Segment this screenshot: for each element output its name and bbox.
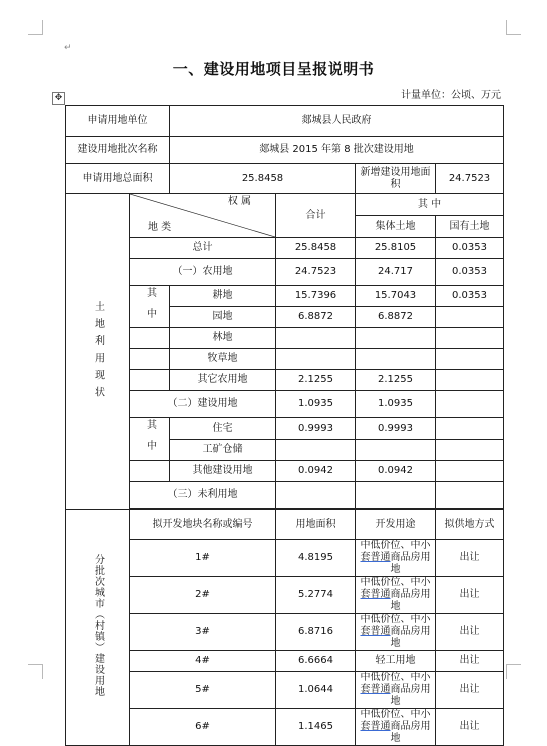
table-move-handle-icon[interactable]: ✥ <box>52 92 65 105</box>
plot-area: 4.8195 <box>276 540 356 577</box>
cell-garden: 6.8872 <box>276 307 356 328</box>
row-mining-label: 工矿仓储 <box>170 440 276 461</box>
report-table <box>65 105 504 746</box>
col-collective-header: 集体土地 <box>356 216 436 238</box>
plot-area: 1.1465 <box>276 709 356 746</box>
plot-id: 2# <box>130 577 276 614</box>
cell-construction-collective: 1.0935 <box>356 391 436 418</box>
cell-construction-state <box>436 391 504 418</box>
plot-id: 1# <box>130 540 276 577</box>
cell-garden-collective: 6.8872 <box>356 307 436 328</box>
unit-note: 计量单位：公顷、万元 <box>401 90 501 101</box>
col-plot-purpose-header: 开发用途 <box>356 510 436 540</box>
row-residential-label: 住宅 <box>170 418 276 440</box>
cell-other-construction-collective: 0.0942 <box>356 461 436 482</box>
cell-garden-state <box>436 307 504 328</box>
plot-id: 3# <box>130 614 276 651</box>
cell-pasture <box>276 349 356 370</box>
empty-cell <box>130 370 170 391</box>
cell-residential: 0.9993 <box>276 418 356 440</box>
plot-purpose: 中低价位、中小套普通商品房用地 <box>356 577 436 614</box>
page-corner-marker <box>506 20 521 35</box>
area-value: 25.8458 <box>170 164 356 194</box>
cell-construction: 1.0935 <box>276 391 356 418</box>
plot-area: 6.8716 <box>276 614 356 651</box>
cell-agri-state: 0.0353 <box>436 259 504 286</box>
empty-cell <box>130 349 170 370</box>
cell-unused <box>276 482 356 509</box>
agri-among-label: 其 中 <box>130 286 170 328</box>
cell-other-construction: 0.0942 <box>276 461 356 482</box>
row-pasture-label: 牧草地 <box>170 349 276 370</box>
plot-purpose: 中低价位、中小套普通商品房用地 <box>356 672 436 709</box>
plots-section-label: 分批次城市（村镇）建设用地 <box>66 510 130 746</box>
empty-cell <box>130 461 170 482</box>
row-total-label: 总计 <box>130 238 276 259</box>
row-agri-label: （一）农用地 <box>130 259 276 286</box>
plot-purpose: 中低价位、中小套普通商品房用地 <box>356 709 436 746</box>
new-area-label: 新增建设用地面积 <box>356 164 436 194</box>
row-forest-label: 林地 <box>170 328 276 349</box>
plot-area: 1.0644 <box>276 672 356 709</box>
plot-method: 出让 <box>436 540 504 577</box>
cell-mining <box>276 440 356 461</box>
plot-method: 出让 <box>436 709 504 746</box>
col-state-header: 国有土地 <box>436 216 504 238</box>
cell-forest-collective <box>356 328 436 349</box>
plot-id: 4# <box>130 651 276 672</box>
diag-top-label: 权 属 <box>227 196 251 207</box>
cell-pasture-state <box>436 349 504 370</box>
cell-total-state: 0.0353 <box>436 238 504 259</box>
cell-mining-collective <box>356 440 436 461</box>
col-total-header: 合计 <box>276 194 356 238</box>
page-corner-marker <box>28 664 43 679</box>
plot-area: 5.2774 <box>276 577 356 614</box>
cell-other-agri: 2.1255 <box>276 370 356 391</box>
plot-id: 6# <box>130 709 276 746</box>
row-construction-label: （二）建设用地 <box>130 391 276 418</box>
row-other-construction-label: 其他建设用地 <box>170 461 276 482</box>
plot-purpose: 轻工用地 <box>356 651 436 672</box>
cell-mining-state <box>436 440 504 461</box>
cell-residential-state <box>436 418 504 440</box>
col-among-header: 其 中 <box>356 194 504 216</box>
page-corner-marker <box>506 664 521 679</box>
plot-purpose: 中低价位、中小套普通商品房用地 <box>356 614 436 651</box>
applicant-label: 申请用地单位 <box>66 106 170 137</box>
cell-arable-collective: 15.7043 <box>356 286 436 307</box>
batch-value: 郯城县 2015 年第 8 批次建设用地 <box>170 137 504 164</box>
plot-method: 出让 <box>436 614 504 651</box>
area-label: 申请用地总面积 <box>66 164 170 194</box>
cell-unused-collective <box>356 482 436 509</box>
col-plot-area-header: 用地面积 <box>276 510 356 540</box>
cell-total-collective: 25.8105 <box>356 238 436 259</box>
cell-total: 25.8458 <box>276 238 356 259</box>
construction-among-label: 其 中 <box>130 418 170 461</box>
plot-area: 6.6664 <box>276 651 356 672</box>
cell-other-construction-state <box>436 461 504 482</box>
new-area-value: 24.7523 <box>436 164 504 194</box>
empty-cell <box>130 328 170 349</box>
cell-pasture-collective <box>356 349 436 370</box>
cell-agri-collective: 24.717 <box>356 259 436 286</box>
cell-unused-state <box>436 482 504 509</box>
landuse-section-label: 土 地 利 用 现 状 <box>66 194 130 510</box>
applicant-value: 郯城县人民政府 <box>170 106 504 137</box>
page-title: 一、建设用地项目呈报说明书 <box>172 60 375 78</box>
cell-residential-collective: 0.9993 <box>356 418 436 440</box>
col-plot-id-header: 拟开发地块名称或编号 <box>130 510 276 540</box>
cell-agri: 24.7523 <box>276 259 356 286</box>
plot-purpose: 中低价位、中小套普通商品房用地 <box>356 540 436 577</box>
cell-forest-state <box>436 328 504 349</box>
page-corner-marker <box>28 20 43 35</box>
cell-other-agri-collective: 2.1255 <box>356 370 436 391</box>
cell-forest <box>276 328 356 349</box>
plot-method: 出让 <box>436 672 504 709</box>
row-unused-label: （三）未利用地 <box>130 482 276 509</box>
plot-id: 5# <box>130 672 276 709</box>
plot-method: 出让 <box>436 651 504 672</box>
cell-other-agri-state <box>436 370 504 391</box>
paragraph-mark: ↵ <box>64 43 72 53</box>
plot-method: 出让 <box>436 577 504 614</box>
col-plot-method-header: 拟供地方式 <box>436 510 504 540</box>
cell-arable: 15.7396 <box>276 286 356 307</box>
row-arable-label: 耕地 <box>170 286 276 307</box>
row-garden-label: 园地 <box>170 307 276 328</box>
batch-label: 建设用地批次名称 <box>66 137 170 164</box>
cell-arable-state: 0.0353 <box>436 286 504 307</box>
diag-bottom-label: 地 类 <box>148 222 172 233</box>
diagonal-header <box>130 194 276 238</box>
row-other-agri-label: 其它农用地 <box>170 370 276 391</box>
